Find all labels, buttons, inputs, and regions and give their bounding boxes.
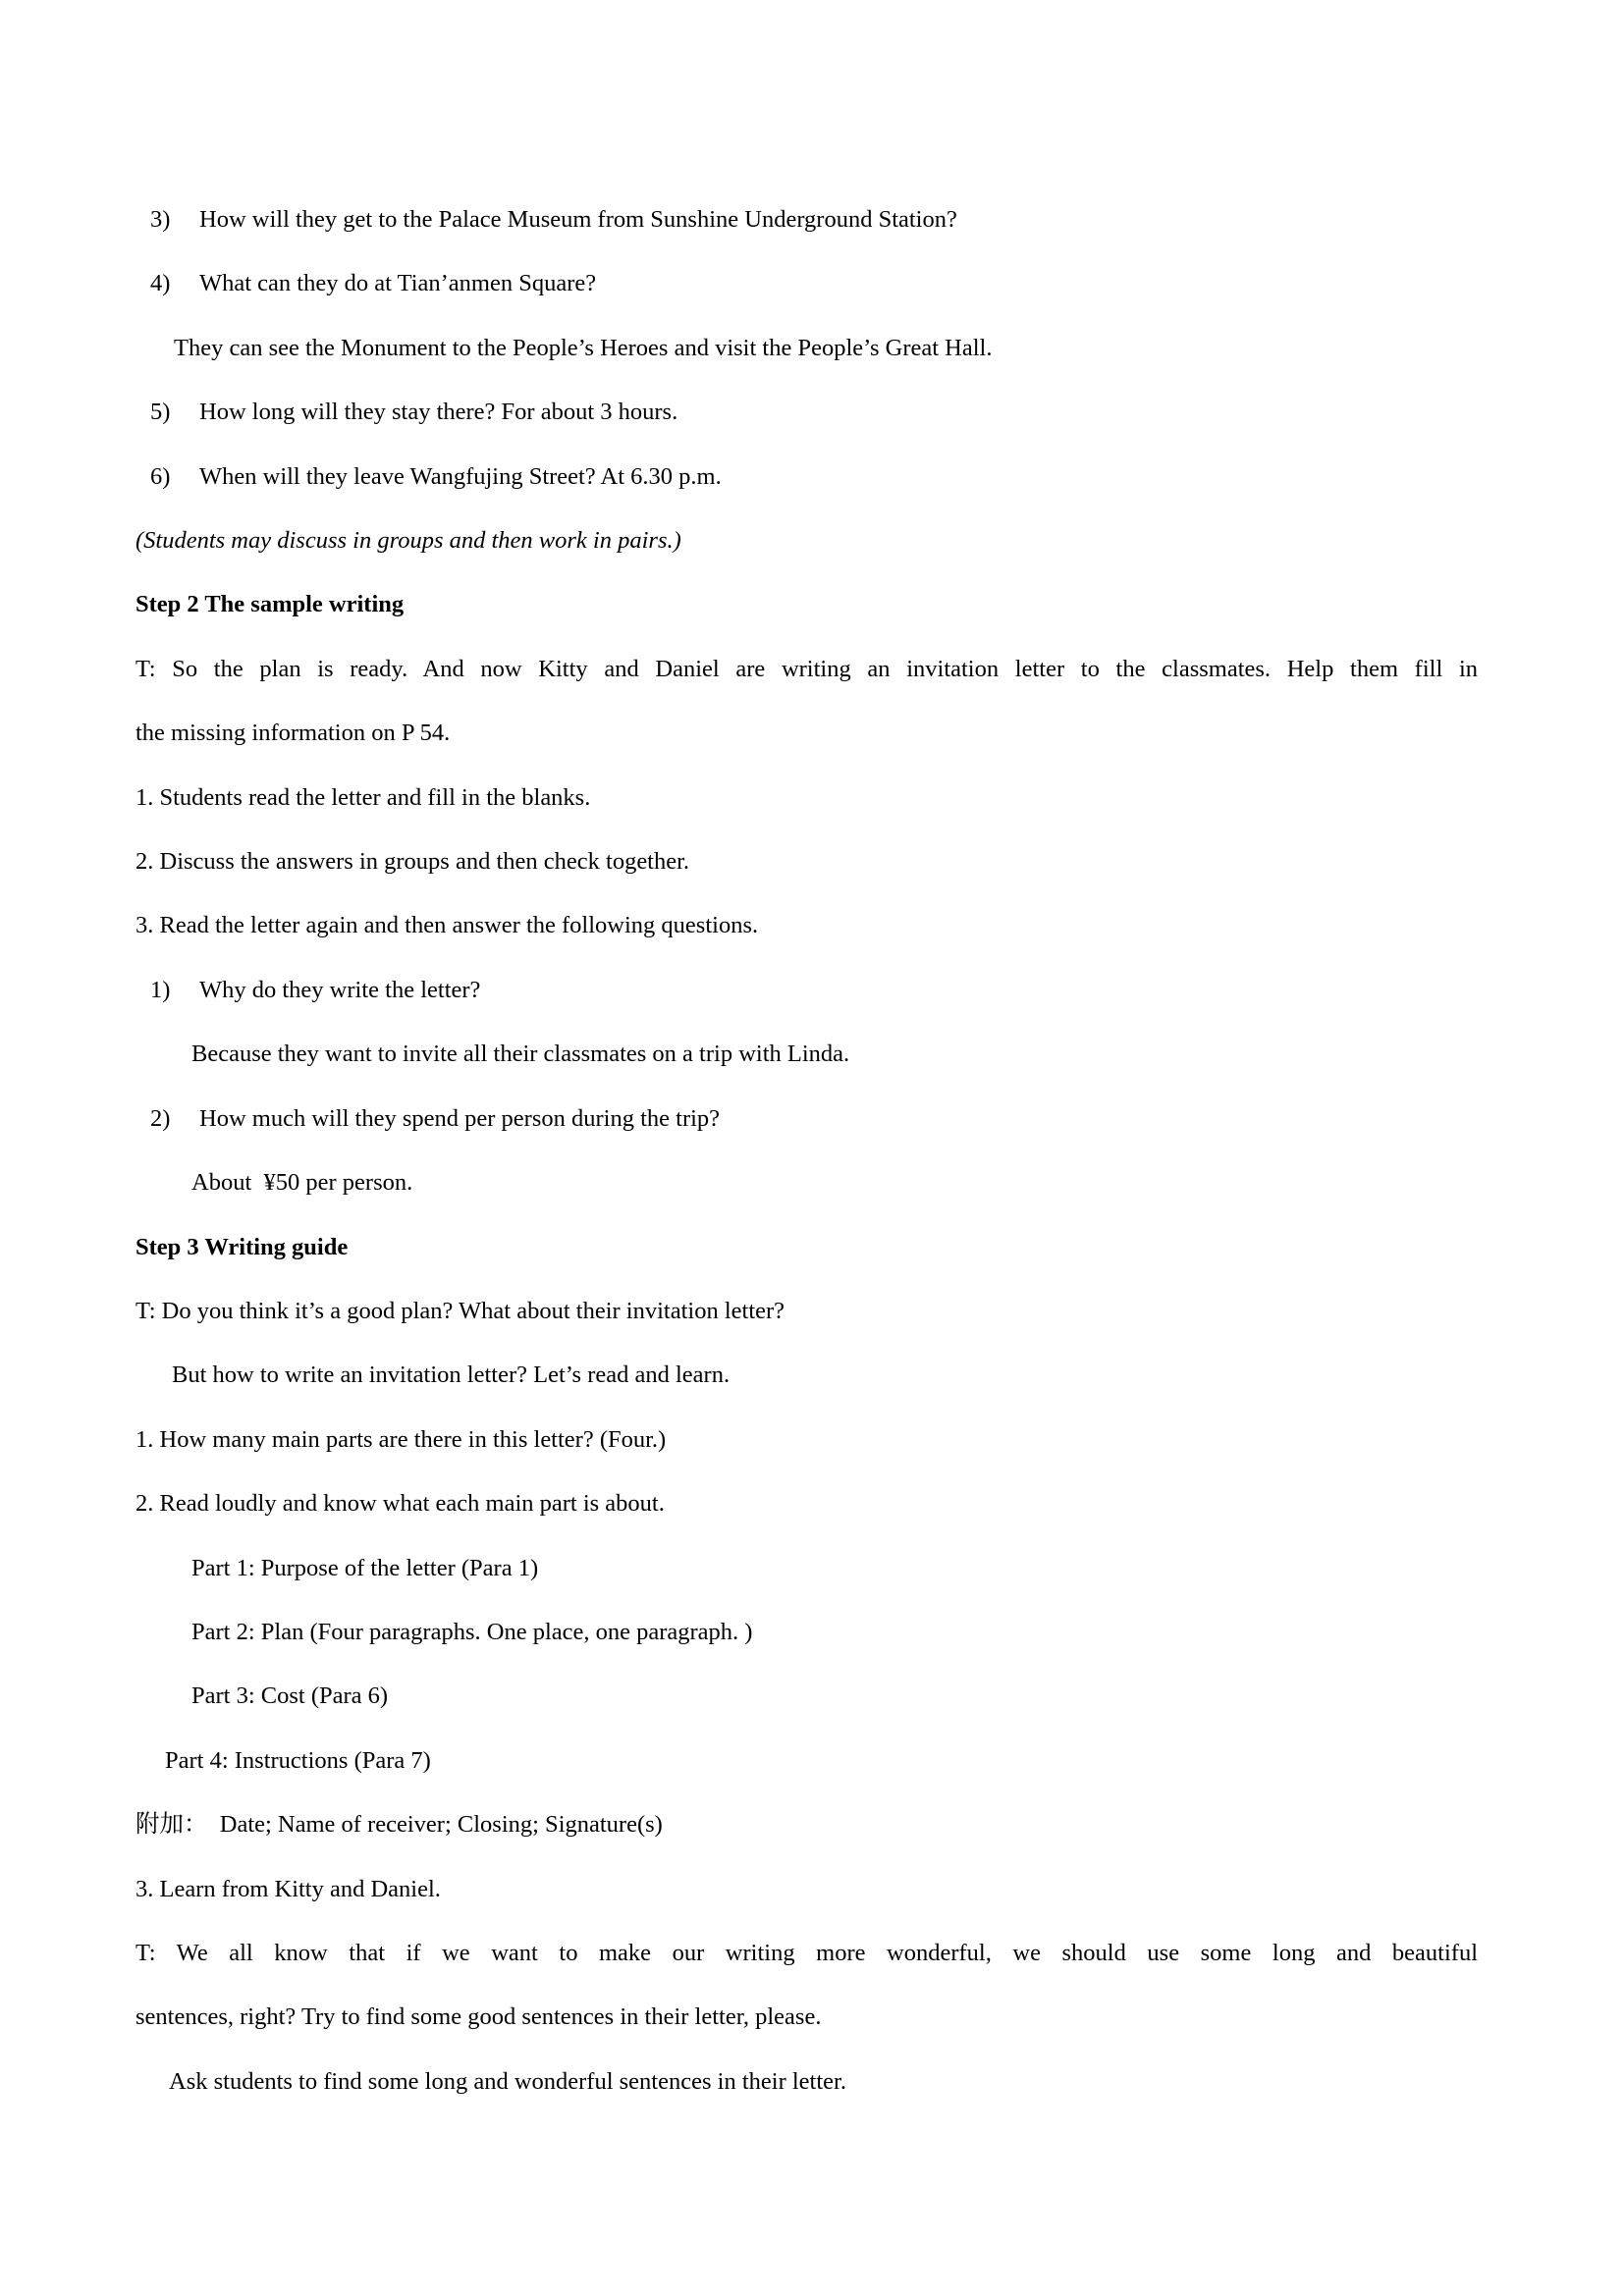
list-number: 4) (150, 270, 171, 297)
doc-line: Because they want to invite all their classmates on a trip with Linda. (191, 1041, 850, 1068)
list-number: 1) (150, 976, 171, 1003)
doc-line: 3. Learn from Kitty and Daniel. (135, 1875, 441, 1902)
list-number: 6) (150, 462, 171, 490)
doc-line-text: Why do they write the letter? (199, 976, 481, 1003)
doc-line (135, 380, 1478, 444)
doc-line-text: When will they leave Wangfujing Street? At 6.30 p.m. (199, 462, 722, 490)
doc-line: Part 2: Plan (Four paragraphs. One place, one paragraph. ) (191, 1618, 753, 1645)
doc-line: Part 1: Purpose of the letter (Para 1) (191, 1554, 539, 1581)
doc-line: 2. Read loudly and know what each main part is about. (135, 1490, 665, 1518)
list-number: 5) (150, 399, 171, 426)
doc-line (135, 958, 1478, 1022)
doc-line: 附加： Date; Name of receiver; Closing; Signature(s) (135, 1811, 663, 1839)
doc-line: T: Do you think it’s a good plan? What about their invitation letter? (135, 1297, 785, 1324)
doc-line-text: How will they get to the Palace Museum from Sunshine Underground Station? (199, 206, 957, 233)
doc-line: T: We all know that if we want to make our writing more wonderful, we should use some long and beautiful (135, 1939, 1478, 1966)
section-heading-step2: Step 2 The sample writing (135, 591, 405, 618)
doc-line: 1. Students read the letter and fill in the blanks. (135, 783, 591, 811)
doc-line-note: (Students may discuss in groups and then work in pairs.) (135, 527, 681, 555)
section-heading-step3: Step 3 Writing guide (135, 1233, 349, 1260)
doc-line: Part 3: Cost (Para 6) (191, 1682, 389, 1710)
doc-line: 1. How many main parts are there in this letter? (Four.) (135, 1425, 667, 1453)
doc-line: Part 4: Instructions (Para 7) (165, 1746, 431, 1774)
doc-line: T: So the plan is ready. And now Kitty and Daniel are writing an invitation letter to the classmates. Help them fill in (135, 655, 1478, 682)
doc-line (135, 251, 1478, 315)
doc-line-text: How long will they stay there? For about 3 hours. (199, 399, 678, 426)
doc-line: sentences, right? Try to find some good sentences in their letter, please. (135, 2003, 822, 2031)
doc-line: About ¥50 per person. (191, 1169, 413, 1197)
doc-line (135, 1087, 1478, 1150)
doc-line: Ask students to find some long and wonderful sentences in their letter. (169, 2067, 846, 2095)
document-body (135, 187, 1478, 2113)
doc-line: the missing information on P 54. (135, 720, 451, 747)
doc-line: They can see the Monument to the People’s Heroes and visit the People’s Great Hall. (174, 334, 993, 361)
doc-line: 2. Discuss the answers in groups and then check together. (135, 848, 690, 876)
doc-line: 3. Read the letter again and then answer the following questions. (135, 912, 759, 939)
doc-line (135, 445, 1478, 508)
list-number: 2) (150, 1104, 171, 1132)
doc-line-text: What can they do at Tian’anmen Square? (199, 270, 597, 297)
doc-line (135, 187, 1478, 251)
doc-line-text: How much will they spend per person during the trip? (199, 1104, 721, 1132)
list-number: 3) (150, 206, 171, 233)
doc-line: But how to write an invitation letter? Let’s read and learn. (172, 1362, 731, 1389)
